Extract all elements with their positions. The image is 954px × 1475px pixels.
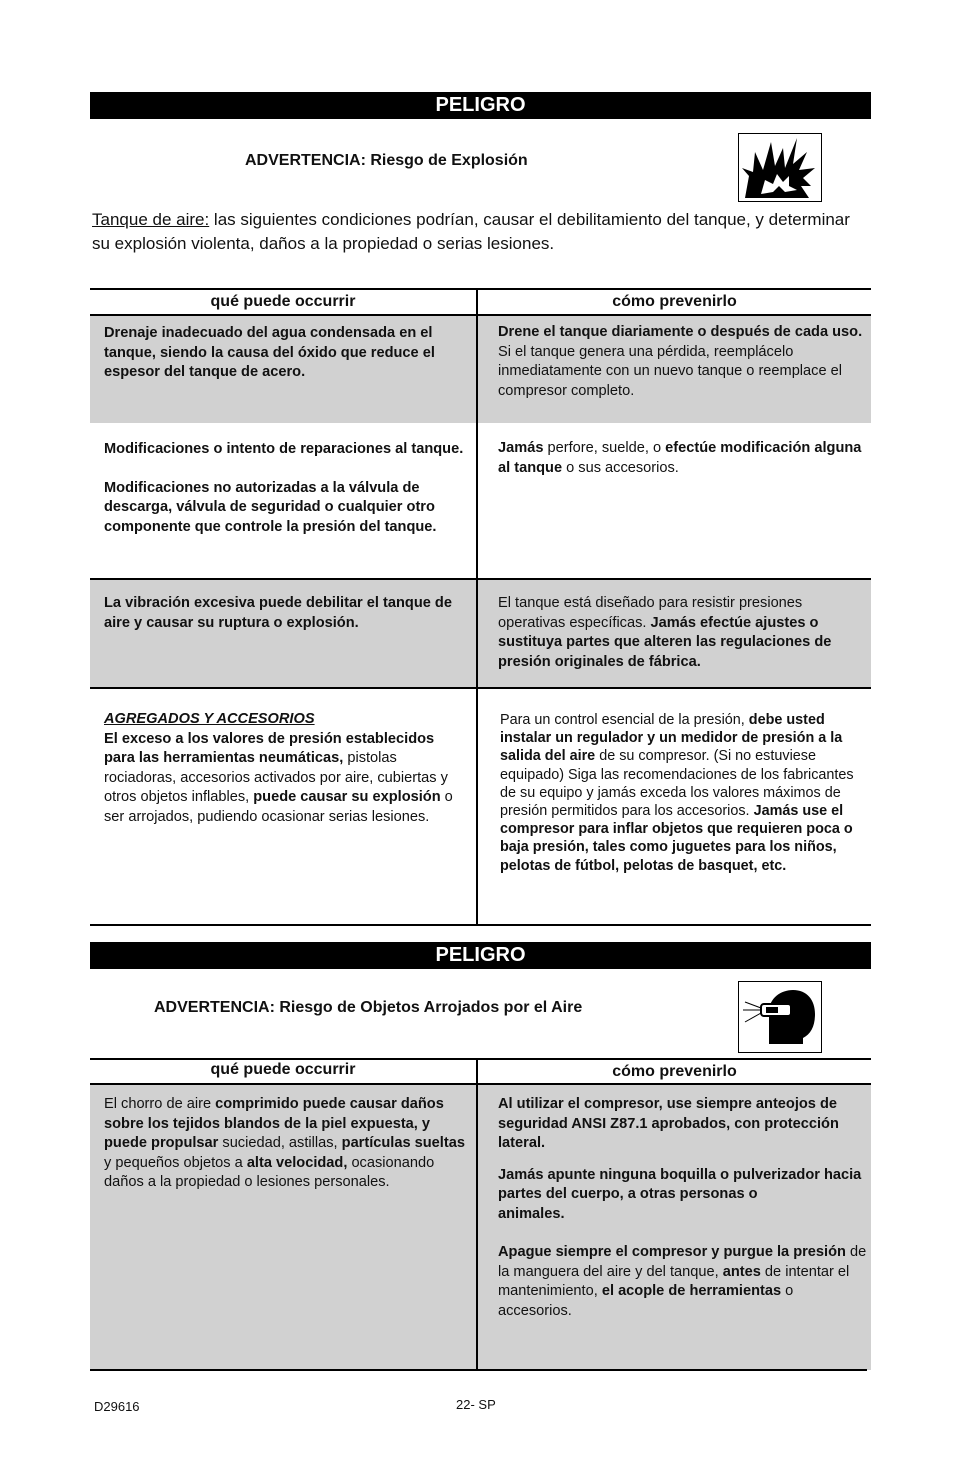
row4-hazard-b2: puede causar su explosión bbox=[253, 789, 441, 805]
table2-top-rule bbox=[90, 1058, 871, 1060]
intro-paragraph bbox=[92, 208, 872, 256]
s2-hazard-b1: comprimido puede causar daños sobre los tejidos blandos de la piel expuesta, y puede propulsar bbox=[104, 1096, 444, 1151]
column-divider-2 bbox=[476, 1058, 478, 1371]
column-divider bbox=[476, 288, 478, 925]
row4-hazard-b1: El exceso a los valores de presión establecidos para las herramientas neumáticas, bbox=[104, 730, 435, 766]
accessories-heading: AGREGADOS Y ACCESORIOS bbox=[104, 711, 315, 727]
row4-prevention-t2: de su compresor. (Si no estuviese equipado) Siga las recomendaciones de los fabricantes de su equipo y jamás exceda los valores máximos de presión permitidos para los accesorios. bbox=[500, 748, 854, 820]
section2-hazard bbox=[104, 1095, 466, 1193]
row4-hazard bbox=[104, 710, 466, 827]
row2-hazard-p2: Modificaciones no autorizadas a la válvula de descarga, válvula de seguridad o cualquier otro componente que controle la presión del tanque. bbox=[104, 479, 437, 535]
row4-hazard-t2: o ser arrojados, pudiendo ocasionar serias lesiones. bbox=[104, 789, 453, 825]
row2-prevention-t2: o sus accesorios. bbox=[562, 459, 679, 476]
s2-prevention-p3-t2: de intentar el mantenimiento, bbox=[498, 1263, 850, 1299]
danger-banner-2: PELIGRO bbox=[90, 942, 871, 969]
row2-prevention bbox=[498, 439, 868, 478]
col-header-what: qué puede occurrir bbox=[210, 293, 356, 310]
col-header-prevent-2: cómo prevenirlo bbox=[612, 1063, 737, 1080]
row2-prevention-b1: Jamás bbox=[498, 440, 544, 456]
row-rule bbox=[90, 687, 871, 689]
s2-prevention-p2b: animales. bbox=[498, 1205, 565, 1222]
row4-prevention-t1: Para un control esencial de la presión, bbox=[500, 712, 749, 728]
row2-hazard-p1: Modificaciones o intento de reparaciones al tanque. bbox=[104, 441, 464, 457]
explosion-icon bbox=[738, 133, 822, 202]
s2-hazard-t4: ocasionando daños a la propiedad o lesiones personales. bbox=[104, 1154, 435, 1190]
s2-prevention-p1: Al utilizar el compresor, use siempre anteojos de seguridad ANSI Z87.1 aprobados, con protección lateral. bbox=[498, 1096, 839, 1151]
row4-hazard-t1: pistolas rociadoras, accesorios activados por aire, cubiertas y otros objetos inflables, bbox=[104, 750, 448, 805]
table2-bottom-rule bbox=[90, 1369, 867, 1371]
document-number: D29616 bbox=[94, 1399, 140, 1414]
s2-hazard-b2: partículas sueltas bbox=[341, 1135, 465, 1151]
intro-label: Tanque de aire: bbox=[92, 210, 210, 229]
row1-prevention-text: Si el tanque genera una pérdida, reemplácelo inmediatamente con un nuevo tanque o reemplace el compresor completo. bbox=[498, 343, 842, 399]
row3-prevention-bold: Jamás efectúe ajustes o sustituya partes que alteren las regulaciones de presión originales de fábrica. bbox=[498, 614, 832, 670]
warning-title-2: ADVERTENCIA: Riesgo de Objetos Arrojados por el Aire bbox=[154, 999, 583, 1016]
s2-hazard-b3: alta velocidad, bbox=[246, 1154, 348, 1171]
table-top-rule bbox=[90, 288, 871, 290]
section2-prevention bbox=[498, 1095, 868, 1321]
s2-hazard-t3: y pequeños objetos a bbox=[104, 1154, 247, 1171]
row1-prevention bbox=[498, 323, 866, 401]
s2-prevention-p3-b3: el acople de herramientas bbox=[601, 1283, 782, 1299]
warning-title: ADVERTENCIA: Riesgo de Explosión bbox=[245, 152, 528, 169]
row2-hazard bbox=[104, 440, 464, 537]
intro-text: las siguientes condiciones podrían, causar el debilitamiento del tanque, y determinar su explosión violenta, daños a la propiedad o serias lesiones. bbox=[92, 210, 850, 253]
col-header-prevent: cómo prevenirlo bbox=[612, 293, 737, 310]
safety-goggles-icon bbox=[738, 981, 822, 1053]
row2-prevention-b2: efectúe modificación alguna al tanque bbox=[498, 440, 862, 476]
table2-header-rule bbox=[90, 1083, 871, 1085]
row1-prevention-bold: Drene el tanque diariamente o después de cada uso. bbox=[498, 324, 863, 340]
col-header-what-2: qué puede occurrir bbox=[210, 1061, 356, 1078]
table-header-rule bbox=[90, 314, 871, 316]
s2-prevention-p3-t3: o accesorios. bbox=[498, 1283, 794, 1319]
row3-prevention bbox=[498, 594, 868, 672]
row4-prevention bbox=[500, 711, 870, 875]
row4-prevention-b2: Jamás use el compresor para inflar objetos que requieren poca o baja presión, tales como juguetes para los niños, pelotas de fútbol, pelotas de basquet, etc. bbox=[500, 803, 853, 874]
s2-prevention-p3-b1: Apague siempre el compresor y purgue la presión bbox=[498, 1244, 846, 1260]
row3-prevention-text: El tanque está diseñado para resistir presiones operativas específicas. bbox=[498, 595, 803, 631]
s2-prevention-p2a: Jamás apunte ninguna boquilla o pulverizador hacia partes del cuerpo, a otras personas o bbox=[498, 1166, 862, 1202]
row2-prevention-t1: perfore, suelde, o bbox=[543, 440, 666, 456]
row-rule bbox=[90, 578, 871, 580]
row4-prevention-b1: debe usted instalar un regulador y un medidor de presión a la salida del aire bbox=[500, 712, 843, 765]
page-number: 22- SP bbox=[456, 1397, 496, 1412]
row3-hazard: La vibración excesiva puede debilitar el tanque de aire y causar su ruptura o explosión. bbox=[104, 595, 452, 631]
table-bottom-rule bbox=[90, 924, 871, 926]
danger-banner: PELIGRO bbox=[90, 92, 871, 119]
row1-hazard: Drenaje inadecuado del agua condensada en el tanque, siendo la causa del óxido que reduce el espesor del tanque de acero. bbox=[104, 325, 435, 380]
s2-hazard-t2: suciedad, astillas, bbox=[218, 1135, 342, 1151]
s2-hazard-t1: El chorro de aire bbox=[104, 1096, 216, 1112]
s2-prevention-p3-b2: antes bbox=[722, 1263, 761, 1280]
s2-prevention-p3-t1: de la manguera del aire y del tanque, bbox=[498, 1244, 867, 1280]
